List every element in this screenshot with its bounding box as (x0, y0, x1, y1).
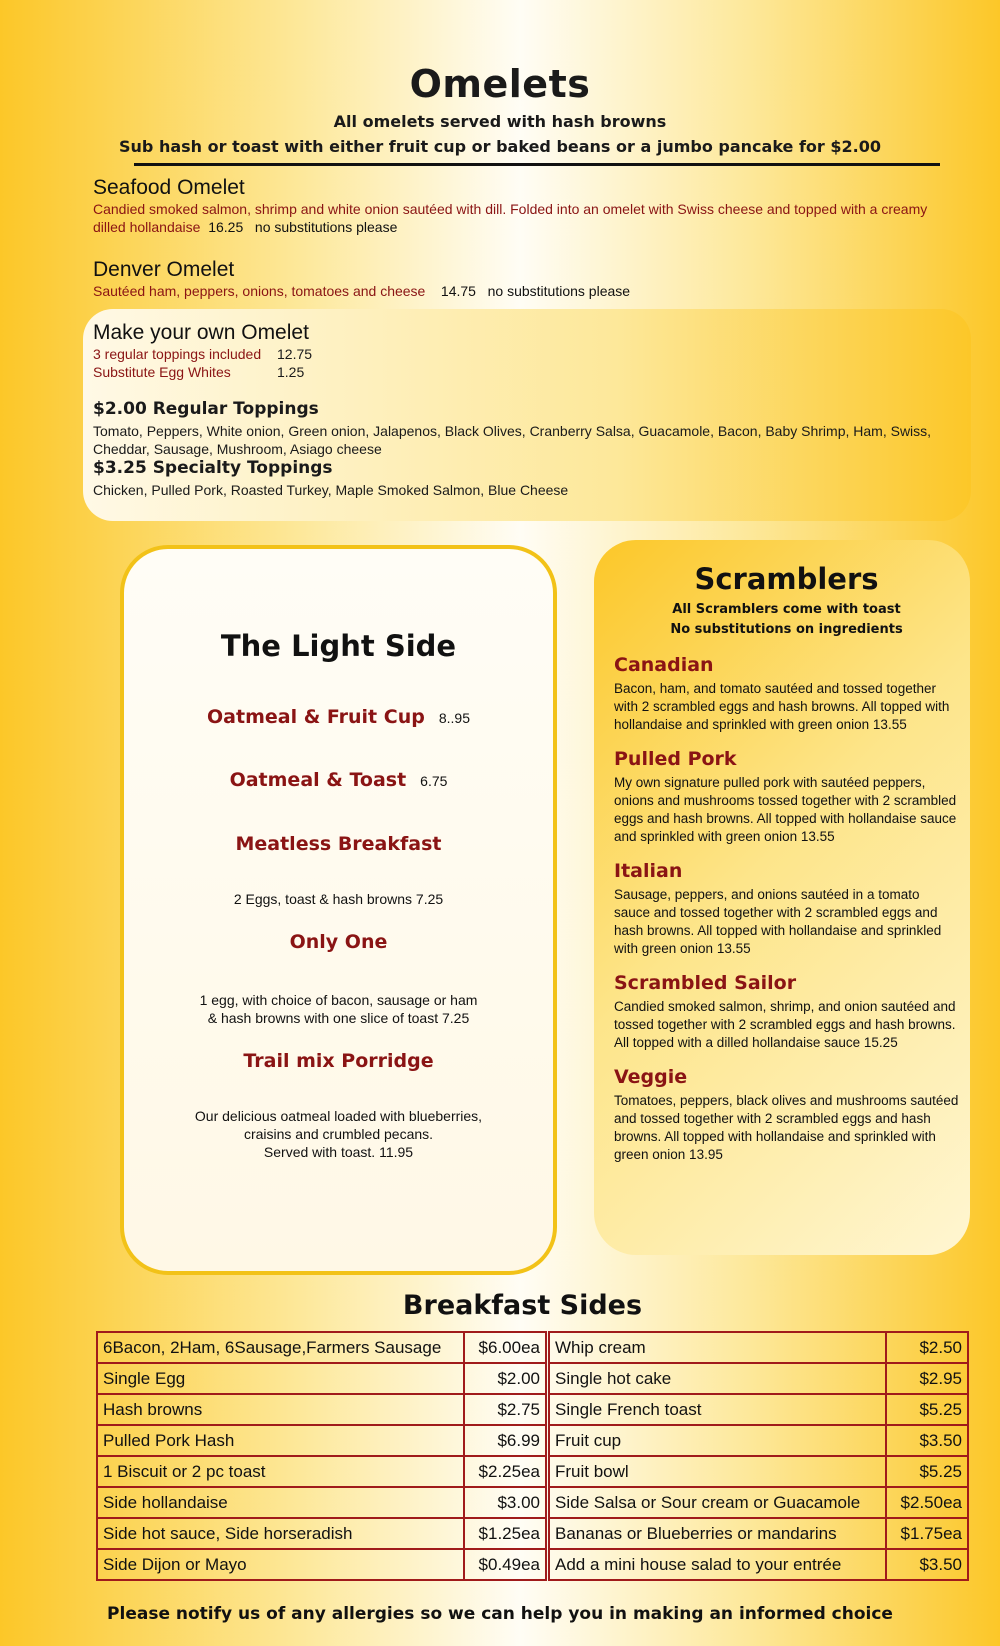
item-description: Served with toast. 11.95 (263, 1144, 414, 1160)
menu-item-denver-omelet (93, 258, 963, 300)
table-row (97, 1456, 546, 1487)
side-item: Side hollandaise (97, 1487, 464, 1518)
light-side-section (124, 545, 553, 1275)
omelets-title: Omelets (409, 62, 591, 106)
side-item: Hash browns (97, 1394, 464, 1425)
item-name: Italian (614, 860, 683, 882)
item-description: Our delicious oatmeal loaded with blueberries, (194, 1108, 483, 1124)
table-row (97, 1425, 546, 1456)
side-price: $2.25ea (464, 1456, 546, 1487)
item-name: Seafood Omelet (93, 176, 245, 199)
item-description: Candied smoked salmon, shrimp, and onion sautéed and tossed together with 2 scrambled eggs and hash browns. All topped with a dilled hollandaise sauce 15.25 (614, 999, 956, 1050)
item-description: Sausage, peppers, and onions sautéed in a tomato sauce and tossed together with 2 scrambled eggs and hash browns. All topped with hollandaise and sprinkled with green onion 13.55 (614, 887, 942, 956)
table-row (549, 1549, 968, 1580)
side-item: Side hot sauce, Side horseradish (97, 1518, 464, 1549)
item-price: 8..95 (438, 710, 470, 726)
side-price: $5.25 (886, 1456, 968, 1487)
scramblers-section (614, 560, 959, 1164)
sides-table-right (548, 1331, 969, 1581)
item-name: Canadian (614, 654, 714, 676)
omelets-substitution-note: Sub hash or toast with either fruit cup or baked beans or a jumbo pancake for $2.00 (119, 137, 881, 156)
table-row (97, 1394, 546, 1425)
table-row (549, 1394, 968, 1425)
side-item: Single Egg (97, 1363, 464, 1394)
side-item: Single French toast (549, 1394, 886, 1425)
side-price: $3.50 (886, 1425, 968, 1456)
table-row (97, 1487, 546, 1518)
side-item: 1 Biscuit or 2 pc toast (97, 1456, 464, 1487)
side-item: 6Bacon, 2Ham, 6Sausage,Farmers Sausage (97, 1332, 464, 1363)
side-price: $2.50ea (886, 1487, 968, 1518)
menu-item-seafood-omelet (93, 176, 963, 236)
side-item: Fruit bowl (549, 1456, 886, 1487)
table-row (97, 1518, 546, 1549)
item-description: Bacon, ham, and tomato sautéed and tossed together with 2 scrambled eggs and hash browns. All topped with hollandaise and sprinkled with green onion 13.55 (614, 681, 950, 732)
toppings-included-label: 3 regular toppings included (93, 346, 262, 362)
omelets-subtitle: All omelets served with hash browns (333, 112, 667, 131)
menu-item-make-your-own-omelet (93, 321, 963, 499)
side-price: $2.50 (886, 1332, 968, 1363)
side-price: $1.75ea (886, 1518, 968, 1549)
side-item: Fruit cup (549, 1425, 886, 1456)
breakfast-sides-title: Breakfast Sides (402, 1290, 643, 1321)
egg-whites-label: Substitute Egg Whites (93, 364, 231, 380)
allergy-notice: Please notify us of any allergies so we can help you in making an informed choice (107, 1604, 893, 1624)
item-description: Sautéed ham, peppers, onions, tomatoes and cheese (93, 283, 426, 299)
table-row (549, 1332, 968, 1363)
side-item: Single hot cake (549, 1363, 886, 1394)
item-description: My own signature pulled pork with sautéed peppers, onions and mushrooms tossed together with 2 scrambled eggs and hash browns. All topped with hollandaise sauce and sprinkled with green onion 13.55 (614, 775, 957, 844)
scramblers-note: All Scramblers come with toast (672, 602, 901, 617)
item-description: Candied smoked salmon, shrimp and white onion sautéed with dill. Folded into an omelet with Swiss cheese and topped with a creamy dilled hollandaise (93, 201, 928, 235)
side-item: Bananas or Blueberries or mandarins (549, 1518, 886, 1549)
item-name: Pulled Pork (614, 748, 737, 770)
item-price: 16.25 (208, 219, 244, 235)
item-name: Only One (289, 931, 388, 953)
light-item-oatmeal-toast (124, 769, 553, 791)
item-price: 6.75 (420, 773, 448, 789)
side-price: $6.99 (464, 1425, 546, 1456)
item-name: Make your own Omelet (93, 321, 309, 344)
item-name: Veggie (614, 1066, 688, 1088)
item-description: craisins and crumbled pecans. (243, 1126, 434, 1142)
table-row (549, 1456, 968, 1487)
table-row (97, 1332, 546, 1363)
side-price: $2.00 (464, 1363, 546, 1394)
item-name: Meatless Breakfast (235, 833, 442, 855)
regular-toppings-heading: $2.00 Regular Toppings (93, 399, 319, 419)
item-name: Oatmeal & Toast (229, 769, 407, 791)
side-item: Add a mini house salad to your entrée (549, 1549, 886, 1580)
table-row (549, 1518, 968, 1549)
side-item: Side Dijon or Mayo (97, 1549, 464, 1580)
side-price: $1.25ea (464, 1518, 546, 1549)
table-row (549, 1487, 968, 1518)
light-side-title: The Light Side (220, 629, 457, 663)
table-row (97, 1549, 546, 1580)
table-row (549, 1425, 968, 1456)
item-description: 2 Eggs, toast & hash browns 7.25 (233, 891, 444, 907)
section-divider (134, 163, 940, 166)
side-item: Pulled Pork Hash (97, 1425, 464, 1456)
item-price: 14.75 (440, 283, 476, 299)
side-price: $2.75 (464, 1394, 546, 1425)
side-price: $3.50 (886, 1549, 968, 1580)
side-item: Side Salsa or Sour cream or Guacamole (549, 1487, 886, 1518)
item-name: Oatmeal & Fruit Cup (207, 706, 425, 728)
side-price: $0.49ea (464, 1549, 546, 1580)
specialty-toppings-heading: $3.25 Specialty Toppings (93, 458, 333, 478)
side-price: $5.25 (886, 1394, 968, 1425)
regular-toppings-list: Tomato, Peppers, White onion, Green onion, Jalapenos, Black Olives, Cranberry Salsa, Guacamole, Bacon, Baby Shrimp, Ham, Swiss, Cheddar, Sausage, Mushroom, Asiago cheese (93, 423, 932, 457)
side-price: $2.95 (886, 1363, 968, 1394)
item-description: & hash browns with one slice of toast 7.25 (207, 1010, 470, 1026)
side-item: Whip cream (549, 1332, 886, 1363)
item-name: Scrambled Sailor (614, 972, 797, 994)
side-price: $6.00ea (464, 1332, 546, 1363)
scramblers-note: No substitutions on ingredients (670, 622, 903, 637)
item-name: Trail mix Porridge (243, 1050, 434, 1072)
item-description: Tomatoes, peppers, black olives and mushrooms sautéed and tossed together with 2 scrambled eggs and hash browns. All topped with hollandaise and sprinkled with green onion 13.95 (614, 1093, 959, 1162)
item-description: 1 egg, with choice of bacon, sausage or ham (199, 992, 478, 1008)
item-note: no substitutions please (254, 219, 398, 235)
light-item-oatmeal-fruit-cup (124, 706, 553, 728)
sides-table-left (96, 1331, 547, 1581)
side-price: $3.00 (464, 1487, 546, 1518)
item-note: no substitutions please (487, 283, 631, 299)
table-row (549, 1363, 968, 1394)
table-row (97, 1363, 546, 1394)
egg-whites-price: 1.25 (277, 364, 305, 380)
item-name: Denver Omelet (93, 258, 235, 281)
specialty-toppings-list: Chicken, Pulled Pork, Roasted Turkey, Maple Smoked Salmon, Blue Cheese (93, 482, 569, 498)
toppings-included-price: 12.75 (277, 346, 313, 362)
scramblers-title: Scramblers (694, 562, 879, 596)
